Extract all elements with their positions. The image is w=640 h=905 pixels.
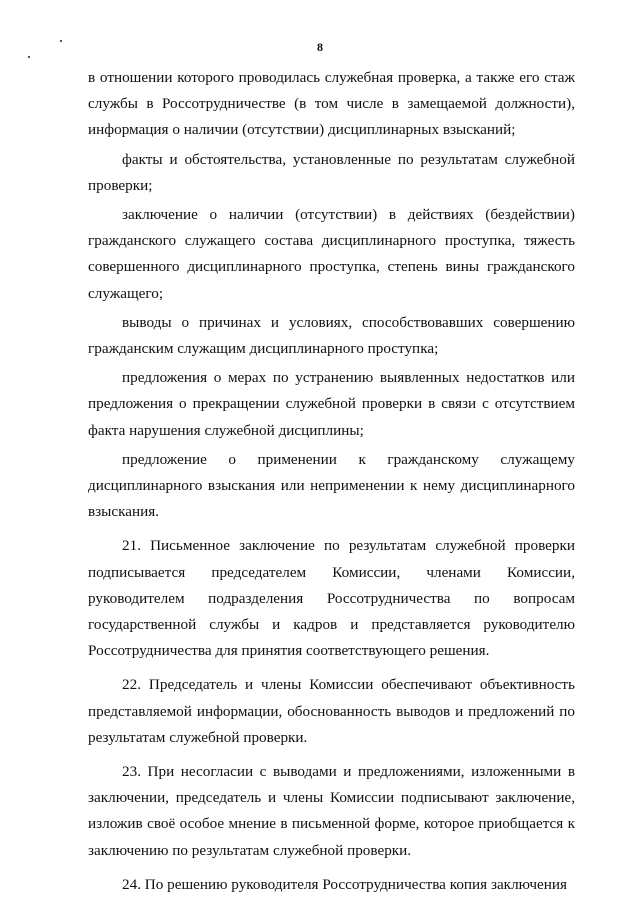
paragraph-continuation: в отношении которого проводилась служебная проверка, а также его стаж службы в Россотрудничестве (в том числе в замещаемой должности), информация о наличии (отсутствии) дисциплинарных взысканий; (88, 69, 575, 139)
paragraph-24: 24. По решению руководителя Россотрудничества копия заключения (122, 875, 568, 893)
paragraph-penalty: предложение о применении к гражданскому служащему дисциплинарного взыскания или неприменении к нему дисциплинарного взыскания. (88, 450, 575, 521)
document-body (88, 65, 575, 898)
paragraph-conclusion: заключение о наличии (отсутствии) в действиях (бездействии) гражданского служащего состава дисциплинарного проступка, тяжесть совершенного дисциплинарного проступка, степень вины гражданского служащего; (88, 206, 575, 302)
paragraph-proposals: предложения о мерах по устранению выявленных недостатков или предложения о прекращении служебной проверки в связи с отсутствием факта нарушения служебной дисциплины; (88, 369, 575, 439)
paragraph-facts: факты и обстоятельства, установленные по результатам служебной проверки; (88, 150, 575, 194)
paragraph-21: 21. Письменное заключение по результатам служебной проверки подписывается председателем Комиссии, членами Комиссии, руководителем подразделения Россотрудничества по вопросам государственной службы и кадров и представляется руководителю Россотрудничества для принятия соответствующего решения. (88, 537, 575, 660)
paragraph-23: 23. При несогласии с выводами и предложениями, изложенными в заключении, председатель и члены Комиссии подписывают заключение, изложив своё особое мнение в письменной форме, которое приобщается к заключению по результатам служебной проверки. (88, 763, 575, 859)
paragraph-22: 22. Председатель и члены Комиссии обеспечивают объективность представляемой информации, обоснованность выводов и предложений по результатам служебной проверки. (88, 676, 575, 746)
scan-speck (28, 56, 30, 58)
page-number: 8 (317, 40, 323, 54)
paragraph-reasons: выводы о причинах и условиях, способствовавших совершению гражданским служащим дисциплинарного проступка; (88, 313, 575, 358)
